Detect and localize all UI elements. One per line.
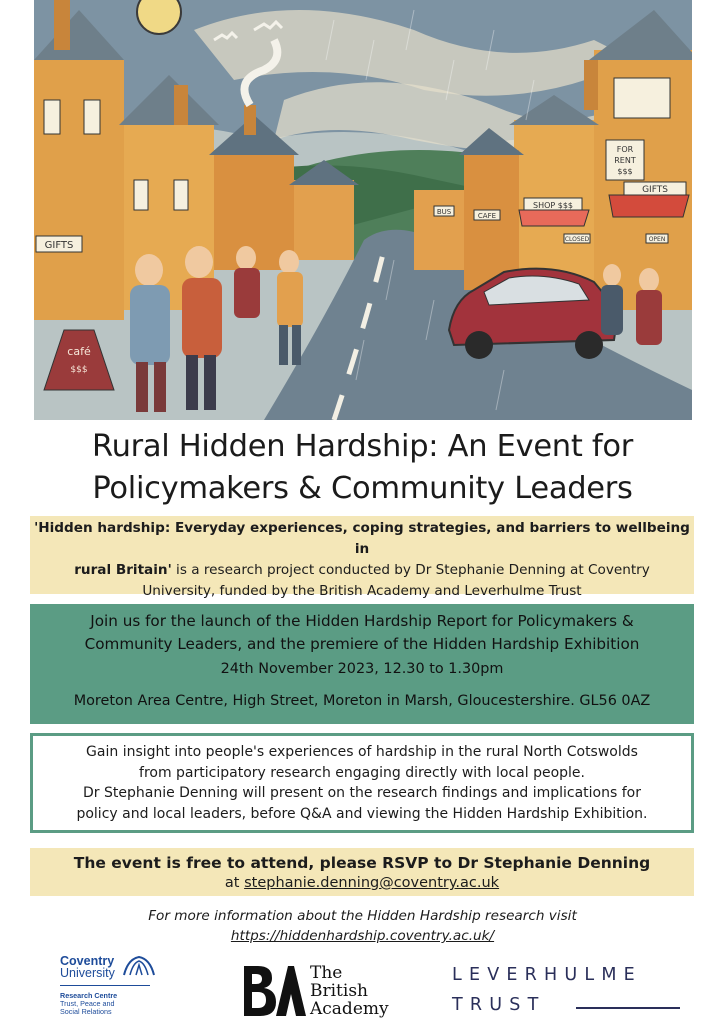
svg-text:RENT: RENT bbox=[614, 156, 636, 165]
research-website-link[interactable]: https://hiddenhardship.coventry.ac.uk/ bbox=[230, 928, 495, 944]
gain-line-1: Gain insight into people's experiences of hardship in the rural North Cotswolds bbox=[86, 744, 638, 760]
coventry-university-logo bbox=[60, 955, 160, 1025]
page-title bbox=[0, 426, 725, 510]
sign-shop bbox=[524, 198, 582, 210]
research-centre-label: Research Centre Trust, Peace and Social Relations bbox=[60, 991, 118, 1016]
british-academy-logo bbox=[242, 960, 402, 1020]
sign-for-rent bbox=[606, 140, 644, 180]
rural-street-illustration bbox=[34, 0, 692, 420]
trust-word: TRUST bbox=[452, 995, 546, 1015]
join-line-1: Join us for the launch of the Hidden Hardship Report for Policymakers & bbox=[90, 612, 634, 630]
sign-gifts-right bbox=[624, 182, 686, 195]
join-line-2: Community Leaders, and the premiere of the Hidden Hardship Exhibition bbox=[84, 635, 640, 653]
coventry-university-word: University bbox=[60, 966, 115, 980]
sign-closed bbox=[564, 234, 590, 243]
sign-bus bbox=[434, 206, 454, 216]
svg-text:BUS: BUS bbox=[436, 208, 452, 216]
coventry-name: Coventry bbox=[60, 954, 115, 968]
intro-line-1: 'Hidden hardship: Everyday experiences, coping strategies, and barriers to wellbeing in bbox=[34, 520, 690, 557]
launch-details-box bbox=[30, 604, 694, 724]
rsvp-email-line: at stephanie.denning@coventry.ac.uk bbox=[224, 875, 500, 891]
rsvp-heading: The event is free to attend, please RSVP to Dr Stephanie Denning bbox=[73, 854, 651, 872]
event-description-box bbox=[30, 733, 694, 833]
leverhulme-trust-logo bbox=[452, 964, 692, 1024]
coventry-elephant-icon bbox=[122, 955, 156, 977]
svg-text:$$$: $$$ bbox=[617, 167, 633, 176]
svg-text:CAFE: CAFE bbox=[477, 212, 497, 220]
sun-icon bbox=[137, 0, 181, 34]
gain-line-4: policy and local leaders, before Q&A and viewing the Hidden Hardship Exhibition. bbox=[76, 805, 648, 822]
svg-text:café: café bbox=[67, 345, 91, 358]
svg-text:FOR: FOR bbox=[616, 145, 634, 154]
svg-text:CLOSED: CLOSED bbox=[564, 236, 590, 243]
rsvp-box bbox=[30, 848, 694, 896]
gain-line-2: from participatory research engaging directly with local people. bbox=[139, 764, 585, 781]
title-line-1: Rural Hidden Hardship: An Event for bbox=[92, 429, 633, 464]
svg-text:OPEN: OPEN bbox=[648, 236, 666, 243]
svg-text:GIFTS: GIFTS bbox=[642, 185, 668, 195]
title-line-2: Policymakers & Community Leaders bbox=[92, 471, 633, 506]
intro-line-3: University, funded by the British Academy and Leverhulme Trust bbox=[142, 583, 582, 599]
sign-open bbox=[646, 234, 668, 243]
gain-line-3: Dr Stephanie Denning will present on the research findings and implications for bbox=[83, 785, 641, 801]
rsvp-email-link[interactable]: stephanie.denning@coventry.ac.uk bbox=[244, 875, 500, 891]
leverhulme-underline bbox=[576, 1007, 680, 1009]
event-datetime: 24th November 2023, 12.30 to 1.30pm bbox=[220, 661, 504, 677]
event-address: Moreton Area Centre, High Street, Moreton in Marsh, Gloucestershire. GL56 0AZ bbox=[73, 693, 651, 709]
leverhulme-word: LEVERHULME bbox=[452, 965, 642, 985]
sign-text: GIFTS bbox=[44, 240, 74, 251]
more-info bbox=[0, 906, 725, 946]
sign-gifts-left bbox=[36, 236, 82, 252]
coventry-divider bbox=[60, 985, 150, 986]
svg-text:$$$: $$$ bbox=[70, 365, 88, 375]
more-info-text: For more information about the Hidden Hardship research visit bbox=[148, 908, 577, 924]
illustration-svg bbox=[34, 0, 692, 420]
british-academy-mark-icon bbox=[242, 962, 306, 1018]
british-academy-wordmark: The British Academy bbox=[310, 963, 389, 1019]
project-intro-box bbox=[30, 516, 694, 599]
svg-text:SHOP $$$: SHOP $$$ bbox=[532, 201, 574, 210]
sign-cafe-right bbox=[474, 210, 500, 220]
intro-line-2: rural Britain' is a research project conducted by Dr Stephanie Denning at Coventry bbox=[74, 562, 650, 578]
